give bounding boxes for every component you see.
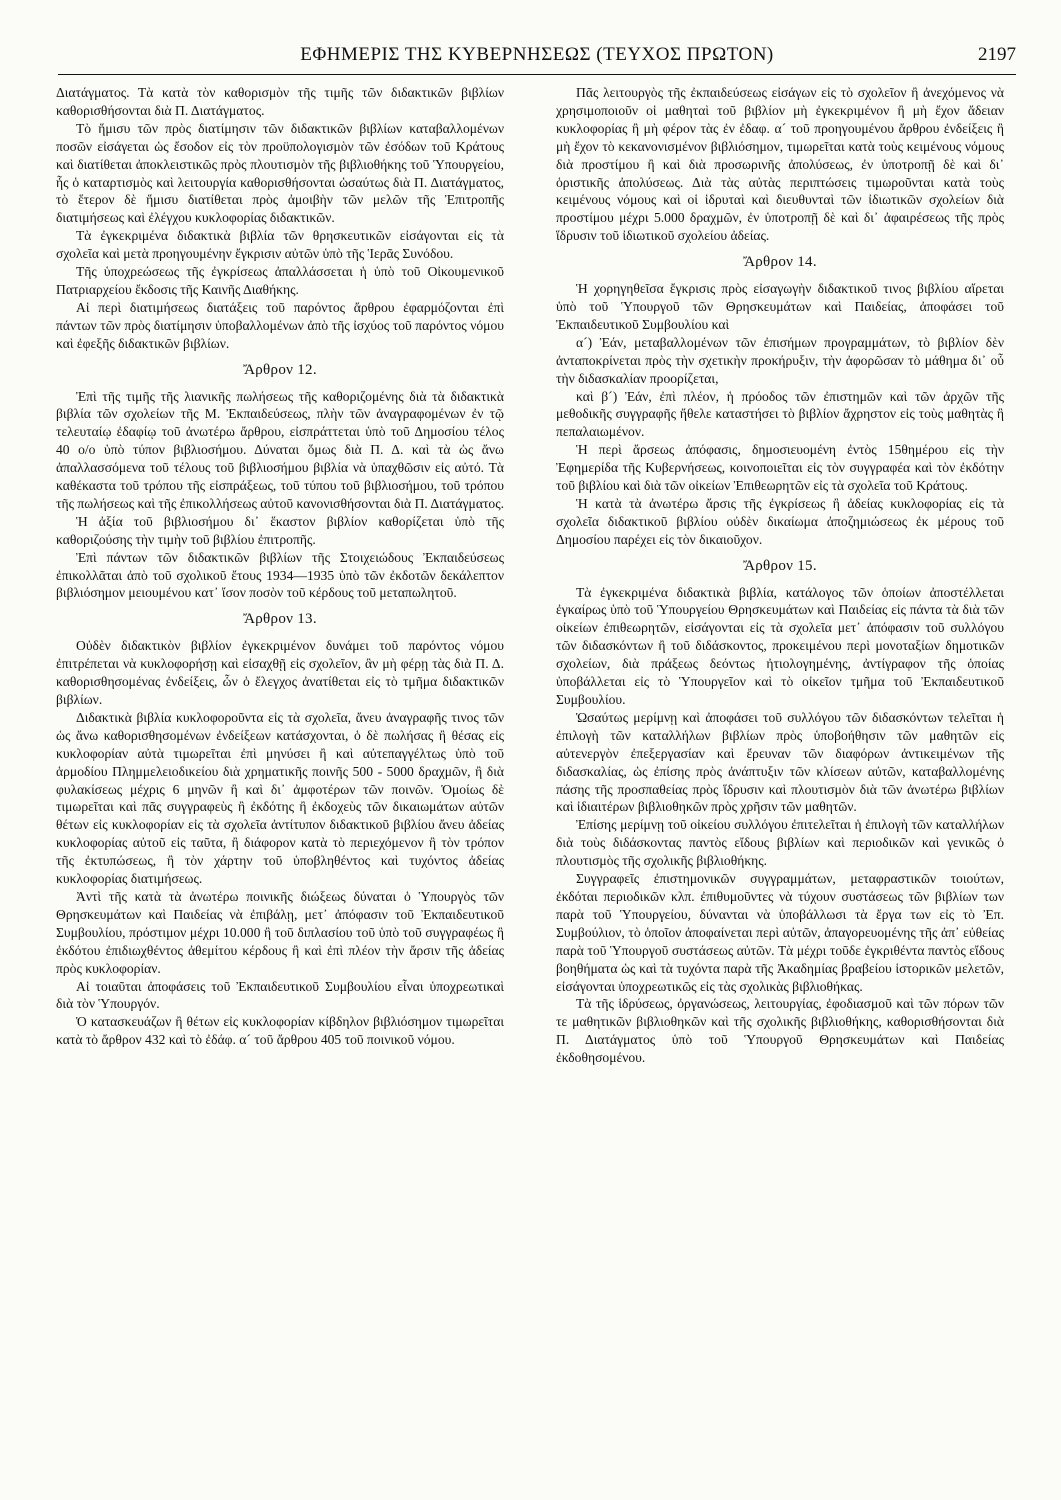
paragraph: Ἡ ἀξία τοῦ βιβλιοσήμου δι᾽ ἕκαστον βιβλίον καθορίζεται ὑπὸ τῆς καθοριζούσης τὴν τιμὴν τοῦ βιβλίου ἐπιτροπῆς. [56, 513, 504, 547]
page-header [58, 40, 1016, 75]
paragraph: Ἐπίσης μερίμνῃ τοῦ οἰκείου συλλόγου ἐπιτελεῖται ἡ ἐπιλογὴ τῶν καταλλήλων διὰ τοὺς διδάσκοντας παντὸς εἴδους βιβλίων καὶ περιοδικῶν καὶ γενικῶς ὁ πλουτισμὸς τῆς σχολικῆς βιβλιοθήκης. [556, 817, 1004, 869]
paragraph: Αἱ περὶ διατιμήσεως διατάξεις τοῦ παρόντος ἄρθρου ἐφαρμόζονται ἐπὶ πάντων τῶν πρὸς διατίμησιν ὑποβαλλομένων ἀπὸ τῆς ἰσχύος τοῦ παρόντος νόμου καὶ ἐφεξῆς διδακτικῶν βιβλίων. [56, 299, 504, 351]
paragraph: Τὰ ἐγκεκριμένα διδακτικὰ βιβλία τῶν θρησκευτικῶν εἰσάγονται εἰς τὰ σχολεῖα καὶ μετὰ προηγουμένην ἔγκρισιν αὐτῶν ὑπὸ τῆς Ἱερᾶς Συνόδου. [56, 228, 504, 262]
paragraph: Ἡ χορηγηθεῖσα ἔγκρισις πρὸς εἰσαγωγὴν διδακτικοῦ τινος βιβλίου αἴρεται ὑπὸ τοῦ Ὑπουργοῦ τῶν Θρησκευμάτων καὶ Παιδείας, ἀποφάσει τοῦ Ἐκπαιδευτικοῦ Συμβουλίου καὶ [556, 281, 1004, 332]
paragraph: Ἐπὶ τῆς τιμῆς τῆς λιανικῆς πωλήσεως τῆς καθοριζομένης διὰ τὰ διδακτικὰ βιβλία τῶν σχολείων τῆς Μ. Ἐκπαιδεύσεως, πλὴν τῶν ἀναγραφομένων ἐν τῷ τελευταίῳ ἐδαφίῳ τοῦ ἀνωτέρω ἄρθρου, εἰσπράττεται ὑπὸ τοῦ Δημοσίου τέλος 40 ο/ο ὑπὸ τύπον βιβλιοσήμου. Δύναται ὅμως διὰ Π. Δ. καὶ τὰ ὡς ἄνω ἀπαλλασσόμενα τοῦ τέλους τοῦ βιβλιοσήμου βιβλία νὰ ὑπαχθῶσιν εἰς αὐτό. Τὰ καθέκαστα τοῦ τρόπου τῆς εἰσπράξεως, τοῦ τύπου τοῦ βιβλιοσήμου, τοῦ τρόπου τῆς πωλήσεως καὶ τῆς ἐπικολλήσεως αὐτοῦ κανονισθήσονται διὰ Π. Διατάγματος. [56, 388, 504, 511]
paragraph: α´) Ἐάν, μεταβαλλομένων τῶν ἐπισήμων προγραμμάτων, τὸ βιβλίον δὲν ἀνταποκρίνεται πρὸς τὴν σχετικὴν προκήρυξιν, τὴν ἀφορῶσαν τὸ μάθημα δι᾽ οὗ τὴν διδασκαλίαν προορίζεται, [556, 334, 1004, 386]
paragraph: Πᾶς λειτουργὸς τῆς ἐκπαιδεύσεως εἰσάγων εἰς τὸ σχολεῖον ἢ ἀνεχόμενος νὰ χρησιμοποιοῦν οἱ μαθηταὶ τοῦ βιβλίον μὴ ἐγκεκριμένον ἢ μὴ ἔχον ἄδειαν κυκλοφορίας ἢ μὴ φέρον τὰς ἐν ἐδαφ. α´ τοῦ προηγουμένου ἄρθρου ἐνδείξεις ἢ μὴ ἔχον τὸ κεκανονισμένον βιβλιόσημον, τιμωρεῖται κατὰ τοὺς κειμένους νόμους διὰ προστίμου ἢ καὶ διὰ προσωρινῆς ἀπολύσεως, ἐν ὑποτροπῇ δὲ καὶ δι᾽ ὁριστικῆς ἀπολύσεως. Διὰ τὰς αὐτὰς περιπτώσεις τιμωροῦνται κατὰ τοὺς κειμένους νόμους καὶ οἱ ἱδρυταὶ καὶ διευθυνταὶ τῶν ἰδιωτικῶν σχολείων διὰ προστίμου μέχρι 5.000 δραχμῶν, ἐν ὑποτροπῇ δὲ καὶ δι᾽ ἀφαιρέσεως τῆς πρὸς ἵδρυσιν τοῦ ἰδιωτικοῦ σχολείου ἀδείας. [556, 85, 1004, 244]
paragraph: Ἀντὶ τῆς κατὰ τὰ ἀνωτέρω ποινικῆς διώξεως δύναται ὁ Ὑπουργὸς τῶν Θρησκευμάτων καὶ Παιδείας νὰ ἐπιβάλῃ, μετ᾽ ἀπόφασιν τοῦ Ἐκπαιδευτικοῦ Συμβουλίου, πρόστιμον μέχρι 10.000 ἢ τοῦ διπλασίου τοῦ ὑπὸ τοῦ συγγραφέως ἢ ἐκδότου ἐπιδιωχθέντος ἀθεμίτου κέρδους ἢ καὶ ἐπὶ πλέον τὴν ἄρσιν τῆς ἀδείας πρὸς κυκλοφορίαν. [56, 888, 504, 976]
paragraph: Αἱ τοιαῦται ἀποφάσεις τοῦ Ἐκπαιδευτικοῦ Συμβουλίου εἶναι ὑποχρεωτικαὶ διὰ τὸν Ὑπουργόν. [56, 978, 504, 1012]
paragraph: Ἡ περὶ ἄρσεως ἀπόφασις, δημοσιευομένη ἐντὸς 15θημέρου εἰς τὴν Ἐφημερίδα τῆς Κυβερνήσεως, κοινοποιεῖται εἰς τὸν συγγραφέα καὶ τὸν ἐκδότην τοῦ βιβλίου καὶ διὰ τῶν οἰκείων Ἐπιθεωρητῶν εἰς τὰ σχολεῖα τοῦ Κράτους. [556, 442, 1004, 494]
paragraph: Διατάγματος. Τὰ κατὰ τὸν καθορισμὸν τῆς τιμῆς τῶν διδακτικῶν βιβλίων καθορισθήσονται διὰ Π. Διατάγματος. [56, 85, 504, 118]
left-column [56, 84, 504, 1049]
paragraph: Τὰ ἐγκεκριμένα διδακτικὰ βιβλία, κατάλογος τῶν ὁποίων ἀποστέλλεται ἐγκαίρως ὑπὸ τοῦ Ὑπουργείου Θρησκευμάτων καὶ Παιδείας εἰς πάντα τὰ διὰ τῶν οἰκείων ἐπιθεωρητῶν, εἰσάγονται εἰς τὰ σχολεῖα μετ᾽ ἀπόφασιν τοῦ συλλόγου τῶν διδασκόντων ἢ τοῦ διδάσκοντος, προκειμένου περὶ μονοταξίων δημοτικῶν σχολείων, διὰ πράξεως δεόντως ἠτιολογημένης, ἀντίγραφον τῆς ὁποίας ὑποβάλλεται εἰς τὸ Ὑπουργεῖον καὶ τὸ οἰκεῖον τμῆμα τοῦ Ἐκπαιδευτικοῦ Συμβουλίου. [556, 584, 1004, 707]
paragraph: Τῆς ὑποχρεώσεως τῆς ἐγκρίσεως ἀπαλλάσσεται ἡ ὑπὸ τοῦ Οἰκουμενικοῦ Πατριαρχείου ἔκδοσις τῆς Καινῆς Διαθήκης. [56, 264, 504, 297]
article-13-heading: Ἄρθρον 13. [243, 611, 317, 628]
paragraph: Διδακτικὰ βιβλία κυκλοφοροῦντα εἰς τὰ σχολεῖα, ἄνευ ἀναγραφῆς τινος τῶν ὡς ἄνω καθορισθησομένων ἐνδείξεων κατάσχονται, ὁ δὲ πωλήσας ἢ θέσας εἰς κυκλοφορίαν αὐτὰ τιμωρεῖται ἐπὶ μηνύσει ἢ καὶ αὐτεπαγγέλτως ὑπὸ τοῦ ἁρμοδίου Πλημμελειοδικείου διὰ χρηματικῆς ποινῆς 500 - 5000 δραχμῶν, ἢ διὰ φυλακίσεως μέχρις 6 μηνῶν ἢ καὶ δι᾽ ἀμφοτέρων τῶν ποινῶν. Ὁμοίως δὲ τιμωρεῖται καὶ πᾶς συγγραφεὺς ἢ ἐκδότης ἢ ἐκδοχεὺς τῶν δικαιωμάτων αὐτῶν θέτων εἰς κυκλοφορίαν εἰς τὰ σχολεῖα ἀντίτυπον διδακτικοῦ βιβλίου ἄνευ ἀδείας κυκλοφορίας αὐτοῦ εἰς ταῦτα, ἢ διάφορον κατὰ τὸ περιεχόμενον ἢ τὸν τρόπον τῆς ἐκτυπώσεως, ἢ τὸν χάρτην τοῦ ὑποβληθέντος καὶ τυχόντος ἀδείας κυκλοφορίας διατιμήσεως. [56, 709, 504, 887]
right-column [556, 84, 1004, 1067]
paragraph: Οὐδὲν διδακτικὸν βιβλίον ἐγκεκριμένον δυνάμει τοῦ παρόντος νόμου ἐπιτρέπεται νὰ κυκλοφορήσῃ καὶ εἰσαχθῇ εἰς σχολεῖον, ἂν μὴ φέρῃ τὰς διὰ Π. Δ. καθορισθησομένας ἐνδείξεις, ὧν ὁ ἔλεγχος ἀνατίθεται εἰς τὸ τμῆμα διδακτικῶν βιβλίων. [56, 638, 504, 707]
paragraph: Ὁ κατασκευάζων ἢ θέτων εἰς κυκλοφορίαν κίβδηλον βιβλιόσημον τιμωρεῖται κατὰ τὸ ἄρθρον 432 καὶ τὸ ἐδάφ. α´ τοῦ ἄρθρου 405 τοῦ ποινικοῦ νόμου. [56, 1014, 504, 1048]
page-number: 2197 [978, 44, 1016, 65]
paragraph: καὶ β´) Ἐάν, ἐπὶ πλέον, ἡ πρόοδος τῶν ἐπιστημῶν καὶ τῶν ἀρχῶν τῆς μεθοδικῆς συγγραφῆς ἤθελε καταστήσει τὸ βιβλίον ἄχρηστον εἰς τοὺς μαθητὰς ἢ πεπαλαιωμένον. [556, 388, 1004, 440]
article-15-heading: Ἄρθρον 15. [743, 557, 817, 574]
paragraph: Ἐπὶ πάντων τῶν διδακτικῶν βιβλίων τῆς Στοιχειώδους Ἐκπαιδεύσεως ἐπικολλᾶται ἀπὸ τοῦ σχολικοῦ ἔτους 1934—1935 ὑπὸ τῶν ἐκδοτῶν δεκάλεπτον βιβλιόσημον μειουμένου κατ᾽ ἴσον ποσὸν τοῦ κέρδους τοῦ μεταπωλητοῦ. [56, 549, 504, 601]
article-12-heading: Ἄρθρον 12. [243, 361, 317, 378]
gazette-title: ΕΦΗΜΕΡΙΣ ΤΗΣ ΚΥΒΕΡΝΗΣΕΩΣ (ΤΕΥΧΟΣ ΠΡΩΤΟΝ) [300, 44, 774, 65]
paragraph: Ἡ κατὰ τὰ ἀνωτέρω ἄρσις τῆς ἐγκρίσεως ἢ ἀδείας κυκλοφορίας εἰς τὰ σχολεῖα διδακτικοῦ βιβλίου οὐδὲν δικαίωμα ἀποζημιώσεως ἐκ μέρους τοῦ Δημοσίου παρέχει εἰς τὸν δικαιοῦχον. [556, 495, 1004, 547]
article-14-heading: Ἄρθρον 14. [743, 254, 817, 271]
paragraph: Τὰ τῆς ἱδρύσεως, ὀργανώσεως, λειτουργίας, ἐφοδιασμοῦ καὶ τῶν πόρων τῶν τε μαθητικῶν βιβλιοθηκῶν καὶ τῆς σχολικῆς βιβλιοθήκης, καθορισθήσονται διὰ Π. Διατάγματος ὑπὸ τοῦ Ὑπουργοῦ Θρησκευμάτων καὶ Παιδείας ἐκδοθησομένου. [556, 996, 1004, 1066]
paragraph: Τὸ ἥμισυ τῶν πρὸς διατίμησιν τῶν διδακτικῶν βιβλίων καταβαλλομένων ποσῶν εἰσάγεται ὡς ἔσοδον εἰς τὸν προϋπολογισμὸν τῶν ἐσόδων τοῦ Κράτους καὶ διατίθεται ἀποκλειστικῶς πρὸς πλουτισμὸν τῆς βιβλιοθήκης τοῦ Ὑπουργείου, ἧς ὁ καταρτισμὸς καὶ λειτουργία καθορισθήσονται ὡσαύτως διὰ Π. Διατάγματος, τὸ ἕτερον δὲ ἥμισυ διατίθεται πρὸς ἀμοιβὴν τῶν μελῶν τῆς Ἐπιτροπῆς διατιμήσεως καὶ ἐλέγχου κυκλοφορίας διδακτικῶν. [56, 120, 504, 226]
paragraph: Ὡσαύτως μερίμνῃ καὶ ἀποφάσει τοῦ συλλόγου τῶν διδασκόντων τελεῖται ἡ ἐπιλογὴ τῶν καταλλήλων βιβλίων πρὸς ὑποβοήθησιν τῶν μαθητῶν εἰς αὐτενεργὸν ἐπεξεργασίαν καὶ ἔρευναν τῶν διαφόρων ἀντικειμένων τῆς διδασκαλίας, ὡς ἐπίσης πρὸς ἀνάπτυξιν τῶν κλίσεων αὐτῶν, καταβαλλομένης πάσης τῆς προσπαθείας πρὸς ἵδρυσιν καὶ πλουτισμὸν διὰ τῶν ἀνωτέρω βιβλίων καὶ ἰδιαιτέρων βιβλιοθηκῶν πρὸς χρῆσιν τῶν μαθητῶν. [556, 709, 1004, 815]
paragraph: Συγγραφεῖς ἐπιστημονικῶν συγγραμμάτων, μεταφραστικῶν τοιούτων, ἐκδόται περιοδικῶν κλπ. ἐπιθυμοῦντες νὰ τύχουν συστάσεως τῶν βιβλίων των παρὰ τοῦ Ὑπουργείου, δύνανται νὰ ὑποβάλλωσι τὰ ἔργα των εἰς τὸ Ἐπ. Συμβούλιον, τὸ ὁποῖον ἀποφαίνεται περὶ αὐτῶν, ἀπαγορευομένης τῆς ἀπ᾽ εὐθείας παρὰ τοῦ Ὑπουργοῦ συστάσεως αὐτῶν. Τὰ μέχρι τοῦδε ἐγκριθέντα παντὸς εἴδους βοηθήματα ὡς καὶ τὰ τυχόντα παρὰ τῆς Ἀκαδημίας βραβείου ἱστορικῶν μελετῶν, εἰσάγονται ὑποχρεωτικῶς εἰς τὰς σχολικὰς βιβλιοθήκας. [556, 871, 1004, 994]
